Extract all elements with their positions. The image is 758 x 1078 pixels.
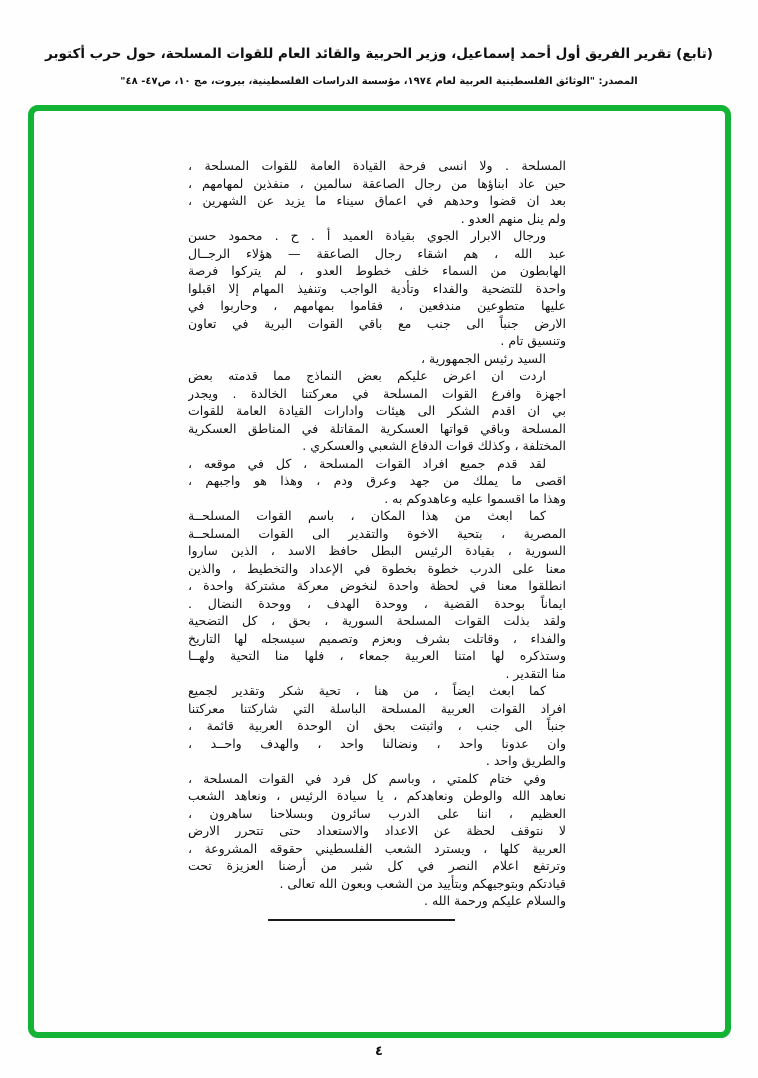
paragraph (188, 682, 566, 770)
text-line: بي ان اقدم الشكر الى هيئات وادارات القيادة العامة للقوات (188, 403, 566, 418)
text-line: اردت ان اعرض عليكم بعض النماذج مما قدمته بعض (188, 368, 546, 383)
paragraph (188, 367, 566, 455)
text-line: والسلام عليكم ورحمة الله . (424, 893, 566, 908)
text-line: قيادتكم وبتوجيهكم وبتأييد من الشعب وبعون الله تعالى . (279, 875, 566, 891)
text-line: وتنسيق تام . (500, 333, 566, 348)
text-line: العربية كلها ، ويسترد الشعب الفلسطيني حقوقه المشروعة ، (188, 840, 566, 856)
text-line: ايماناً بوحدة القضية ، ووحدة الهدف ، ووحدة النضال . (188, 595, 566, 611)
text-line: المسلحة . ولا انسى فرحة القيادة العامة للقوات المسلحة ، (188, 158, 566, 173)
text-line: ورجال الابرار الجوي بقيادة العميد أ . ح . محمود حسن (188, 228, 546, 243)
text-line: كما ابعث من هذا المكان ، باسم القوات المسلحــة (188, 508, 546, 523)
text-line: اقصى ما يملك من جهد وعرق ودم ، وهذا هو واجبهم ، (188, 473, 566, 488)
text-line: وفي ختام كلمتي ، وباسم كل فرد في القوات المسلحة ، (188, 770, 546, 786)
text-line: المختلفة ، وكذلك قوات الدفاع الشعبي والعسكري . (302, 438, 566, 453)
text-line: انطلقوا معنا في لحظة واحدة لنخوض معركة مشتركة واحدة ، (188, 578, 566, 593)
text-line: المسلحة وباقي قواتها العسكرية المقاتلة في المناطق العسكرية (188, 420, 566, 436)
document-body (188, 157, 566, 910)
text-line: معنا على الدرب خطوة بخطوة في الإعداد والتخطيط ، والذين (188, 560, 566, 576)
text-line: لا نتوقف لحظة عن الاعداد والاستعداد حتى تتحرر الارض (188, 823, 566, 838)
paragraph (188, 892, 566, 910)
document-source-citation: المصدر: "الوثائق الفلسطينية العربية لعام ١٩٧٤، مؤسسة الدراسات الفلسطينية، بيروت، مج ١٠، ص٤٧- ٤٨" (120, 76, 638, 87)
text-line: لقد قدم جميع افراد القوات المسلحة ، كل في موقعه ، (188, 455, 546, 471)
text-line: عبد الله ، هم اشقاء رجال الصاعقة — هؤلاء الرجــال (188, 245, 566, 261)
paragraph (188, 455, 566, 508)
text-line: واحدة للتضحية والفداء وتأدية الواجب وتنفيذ المهام إلا اقبلوا (188, 280, 566, 296)
paragraph (188, 350, 566, 368)
page-number: ٤ (375, 1044, 383, 1059)
text-line: اجهزة وافرع القوات المسلحة في معركتنا الخالدة . ويجدر (188, 385, 566, 401)
text-line: كما ابعث ايضاً ، من هنا ، تحية شكر وتقدير لجميع (188, 683, 546, 698)
text-line: والفداء ، وقاتلت بشرف وبعزم وتصميم سيسجله لها التاريخ (188, 630, 566, 646)
text-line: والطريق واحد . (485, 753, 566, 768)
text-line: وستذكره لها امتنا العربية جمعاء ، فلها منا التحية ولهــا (188, 648, 566, 663)
paragraph (188, 227, 566, 350)
text-line: افراد القوات العربية المسلحة الباسلة التي شاركتنا معركتنا (188, 700, 566, 716)
text-line: ولقد بذلت القوات المسلحة السورية ، بحق ، كل التضحية (188, 613, 566, 628)
end-of-text-divider (268, 919, 455, 921)
text-line: ولم ينل منهم العدو . (460, 210, 566, 226)
document-title: (تابع) تقرير الفريق أول أحمد إسماعيل، وزير الحربية والقائد العام للقوات المسلحة، حول حرب أكتوبر (45, 46, 713, 62)
paragraph (188, 157, 566, 227)
text-line: الهابطون من السماء خلف خطوط العدو ، لم يتركوا فرصة (188, 263, 566, 278)
text-line: السورية ، بقيادة الرئيس البطل حافظ الاسد ، الذين ساروا (188, 543, 566, 558)
text-line: حين عاد ابناؤها من رجال الصاعقة سالمين ، منفذين لمهامهم ، (188, 175, 566, 191)
text-line: عليها متطوعين مندفعين ، فقاموا بمهامهم ، وحاربوا في (188, 298, 566, 313)
text-line: بعد ان قضوا وحدهم في اعماق سيناء ما يزيد عن الشهرين ، (188, 193, 566, 208)
paragraph (188, 507, 566, 682)
text-line: وترتفع اعلام النصر في كل شبر من أرضنا العزيزة تحت (188, 858, 566, 873)
text-line: نعاهد الله والوطن ونعاهدكم ، يا سيادة الرئيس ، ونعاهد الشعب (188, 788, 566, 803)
text-line: الارض جنباً الى جنب مع باقي القوات البرية في تعاون (188, 315, 566, 331)
text-line: وهذا ما اقسموا عليه وعاهدوكم به . (384, 490, 566, 506)
text-line: العظيم ، اننا على الدرب سائرون وبسلاحنا ساهرون ، (188, 805, 566, 821)
text-line: وان عدونا واحد ، ونضالنا واحد ، والهدف واحــد ، (188, 735, 566, 751)
text-line: المصرية ، بتحية الاخوة والتقدير الى القوات المسلحــة (188, 525, 566, 541)
text-line: منا التقدير . (505, 665, 566, 681)
text-line: جنباً الى جنب ، واثبتت بحق ان الوحدة العربية قائمة ، (188, 718, 566, 733)
paragraph (188, 770, 566, 893)
text-line: السيد رئيس الجمهورية ، (421, 350, 546, 366)
